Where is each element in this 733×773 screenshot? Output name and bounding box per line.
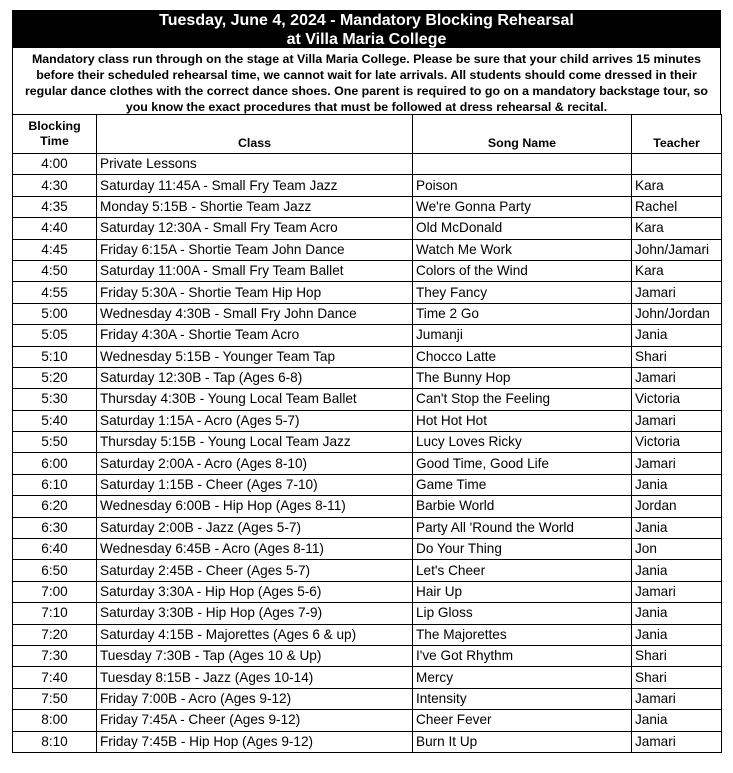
title-line-2: at Villa Maria College: [286, 31, 447, 48]
table-row: [13, 282, 722, 303]
blocking-time-cell: 4:50: [13, 260, 97, 281]
column-header-song-name: Song Name: [413, 115, 632, 154]
teacher-cell: Jordan: [632, 496, 722, 517]
song-name-cell: Hot Hot Hot: [413, 410, 632, 431]
song-name-cell: The Bunny Hop: [413, 367, 632, 388]
column-header-blocking-time: Blocking Time: [13, 115, 97, 154]
blocking-time-cell: 6:10: [13, 474, 97, 495]
class-cell: Friday 7:00B - Acro (Ages 9-12): [97, 688, 413, 709]
class-cell: Tuesday 7:30B - Tap (Ages 10 & Up): [97, 645, 413, 666]
blocking-time-cell: 5:05: [13, 325, 97, 346]
blocking-time-cell: 7:40: [13, 667, 97, 688]
blocking-time-cell: 7:20: [13, 624, 97, 645]
table-row: [13, 645, 722, 666]
column-header-class: Class: [97, 115, 413, 154]
teacher-cell: John/Jamari: [632, 239, 722, 260]
teacher-cell: Jania: [632, 603, 722, 624]
class-cell: Friday 5:30A - Shortie Team Hip Hop: [97, 282, 413, 303]
title-line-1: Tuesday, June 4, 2024 - Mandatory Blocking Rehearsal: [159, 12, 574, 29]
table-row: [13, 453, 722, 474]
table-row: [13, 432, 722, 453]
song-name-cell: Poison: [413, 175, 632, 196]
class-cell: Friday 4:30A - Shortie Team Acro: [97, 325, 413, 346]
table-row: [13, 731, 722, 752]
blocking-time-cell: 8:10: [13, 731, 97, 752]
table-row: [13, 710, 722, 731]
schedule-table: [12, 114, 722, 753]
schedule-sheet: [12, 10, 721, 753]
table-row: [13, 667, 722, 688]
class-cell: Wednesday 6:00B - Hip Hop (Ages 8-11): [97, 496, 413, 517]
blocking-time-cell: 5:40: [13, 410, 97, 431]
class-cell: Wednesday 4:30B - Small Fry John Dance: [97, 303, 413, 324]
table-row: [13, 539, 722, 560]
song-name-cell: Game Time: [413, 474, 632, 495]
blocking-time-cell: 4:40: [13, 218, 97, 239]
song-name-cell: They Fancy: [413, 282, 632, 303]
class-cell: Private Lessons: [97, 154, 413, 175]
teacher-cell: Jania: [632, 517, 722, 538]
teacher-cell: Jamari: [632, 367, 722, 388]
table-row: [13, 303, 722, 324]
blocking-time-cell: 8:00: [13, 710, 97, 731]
class-cell: Saturday 12:30B - Tap (Ages 6-8): [97, 367, 413, 388]
table-row: [13, 239, 722, 260]
class-cell: Friday 7:45B - Hip Hop (Ages 9-12): [97, 731, 413, 752]
teacher-cell: Shari: [632, 346, 722, 367]
song-name-cell: Do Your Thing: [413, 539, 632, 560]
table-row: [13, 496, 722, 517]
class-cell: Saturday 12:30A - Small Fry Team Acro: [97, 218, 413, 239]
teacher-cell: Victoria: [632, 432, 722, 453]
class-cell: Thursday 4:30B - Young Local Team Ballet: [97, 389, 413, 410]
class-cell: Friday 7:45A - Cheer (Ages 9-12): [97, 710, 413, 731]
blocking-time-cell: 4:45: [13, 239, 97, 260]
blocking-time-cell: 5:50: [13, 432, 97, 453]
class-cell: Wednesday 5:15B - Younger Team Tap: [97, 346, 413, 367]
blocking-time-cell: 5:30: [13, 389, 97, 410]
class-cell: Saturday 2:00B - Jazz (Ages 5-7): [97, 517, 413, 538]
teacher-cell: [632, 154, 722, 175]
blocking-time-cell: 4:30: [13, 175, 97, 196]
blocking-time-cell: 5:20: [13, 367, 97, 388]
song-name-cell: Jumanji: [413, 325, 632, 346]
table-row: [13, 560, 722, 581]
rehearsal-notice: Mandatory class run through on the stage at Villa Maria College. Please be sure that your child arrives 15 minutes before their scheduled rehearsal time, we cannot wait for late arrivals. All students should come dressed in their regular dance clothes with the correct dance shoes. One parent is required to go on a mandatory backstage tour, so you know the exact procedures that must be followed at dress rehearsal & recital.: [12, 48, 721, 114]
table-row: [13, 389, 722, 410]
class-cell: Saturday 4:15B - Majorettes (Ages 6 & up): [97, 624, 413, 645]
song-name-cell: Let's Cheer: [413, 560, 632, 581]
class-cell: Saturday 2:00A - Acro (Ages 8-10): [97, 453, 413, 474]
teacher-cell: Jania: [632, 624, 722, 645]
teacher-cell: Jon: [632, 539, 722, 560]
song-name-cell: Good Time, Good Life: [413, 453, 632, 474]
teacher-cell: Jania: [632, 474, 722, 495]
song-name-cell: Barbie World: [413, 496, 632, 517]
teacher-cell: Jania: [632, 710, 722, 731]
table-row: [13, 154, 722, 175]
song-name-cell: Party All 'Round the World: [413, 517, 632, 538]
table-row: [13, 474, 722, 495]
blocking-time-cell: 7:10: [13, 603, 97, 624]
teacher-cell: Jamari: [632, 688, 722, 709]
teacher-cell: Jamari: [632, 282, 722, 303]
song-name-cell: Burn It Up: [413, 731, 632, 752]
blocking-time-cell: 7:30: [13, 645, 97, 666]
class-cell: Saturday 2:45B - Cheer (Ages 5-7): [97, 560, 413, 581]
song-name-cell: Mercy: [413, 667, 632, 688]
song-name-cell: [413, 154, 632, 175]
blocking-time-cell: 6:20: [13, 496, 97, 517]
table-row: [13, 325, 722, 346]
schedule-rows: [13, 154, 722, 753]
blocking-time-cell: 6:50: [13, 560, 97, 581]
class-cell: Friday 6:15A - Shortie Team John Dance: [97, 239, 413, 260]
table-row: [13, 218, 722, 239]
class-cell: Saturday 11:00A - Small Fry Team Ballet: [97, 260, 413, 281]
teacher-cell: Kara: [632, 218, 722, 239]
blocking-time-cell: 6:00: [13, 453, 97, 474]
song-name-cell: Watch Me Work: [413, 239, 632, 260]
teacher-cell: Victoria: [632, 389, 722, 410]
table-row: [13, 346, 722, 367]
song-name-cell: I've Got Rhythm: [413, 645, 632, 666]
table-row: [13, 624, 722, 645]
blocking-time-cell: 4:35: [13, 196, 97, 217]
song-name-cell: Cheer Fever: [413, 710, 632, 731]
table-row: [13, 410, 722, 431]
teacher-cell: Jamari: [632, 731, 722, 752]
class-cell: Saturday 11:45A - Small Fry Team Jazz: [97, 175, 413, 196]
table-row: [13, 260, 722, 281]
title-banner: [12, 10, 721, 48]
class-cell: Saturday 1:15A - Acro (Ages 5-7): [97, 410, 413, 431]
song-name-cell: We're Gonna Party: [413, 196, 632, 217]
table-row: [13, 603, 722, 624]
class-cell: Thursday 5:15B - Young Local Team Jazz: [97, 432, 413, 453]
blocking-time-cell: 4:55: [13, 282, 97, 303]
song-name-cell: Lucy Loves Ricky: [413, 432, 632, 453]
blocking-time-cell: 5:00: [13, 303, 97, 324]
teacher-cell: Jania: [632, 560, 722, 581]
blocking-time-cell: 4:00: [13, 154, 97, 175]
class-cell: Saturday 3:30A - Hip Hop (Ages 5-6): [97, 581, 413, 602]
blocking-time-cell: 6:30: [13, 517, 97, 538]
header-row: [13, 115, 722, 154]
teacher-cell: Shari: [632, 667, 722, 688]
teacher-cell: Kara: [632, 260, 722, 281]
teacher-cell: John/Jordan: [632, 303, 722, 324]
table-row: [13, 517, 722, 538]
song-name-cell: Colors of the Wind: [413, 260, 632, 281]
song-name-cell: Time 2 Go: [413, 303, 632, 324]
table-row: [13, 581, 722, 602]
blocking-time-cell: 7:00: [13, 581, 97, 602]
song-name-cell: The Majorettes: [413, 624, 632, 645]
column-header-teacher: Teacher: [632, 115, 722, 154]
teacher-cell: Jamari: [632, 410, 722, 431]
class-cell: Tuesday 8:15B - Jazz (Ages 10-14): [97, 667, 413, 688]
table-row: [13, 688, 722, 709]
class-cell: Saturday 1:15B - Cheer (Ages 7-10): [97, 474, 413, 495]
blocking-time-cell: 6:40: [13, 539, 97, 560]
blocking-time-cell: 7:50: [13, 688, 97, 709]
teacher-cell: Jania: [632, 325, 722, 346]
class-cell: Monday 5:15B - Shortie Team Jazz: [97, 196, 413, 217]
table-row: [13, 367, 722, 388]
blocking-time-cell: 5:10: [13, 346, 97, 367]
song-name-cell: Hair Up: [413, 581, 632, 602]
table-row: [13, 175, 722, 196]
class-cell: Saturday 3:30B - Hip Hop (Ages 7-9): [97, 603, 413, 624]
teacher-cell: Rachel: [632, 196, 722, 217]
teacher-cell: Jamari: [632, 453, 722, 474]
teacher-cell: Shari: [632, 645, 722, 666]
song-name-cell: Can't Stop the Feeling: [413, 389, 632, 410]
class-cell: Wednesday 6:45B - Acro (Ages 8-11): [97, 539, 413, 560]
teacher-cell: Jamari: [632, 581, 722, 602]
song-name-cell: Chocco Latte: [413, 346, 632, 367]
song-name-cell: Lip Gloss: [413, 603, 632, 624]
teacher-cell: Kara: [632, 175, 722, 196]
song-name-cell: Old McDonald: [413, 218, 632, 239]
song-name-cell: Intensity: [413, 688, 632, 709]
table-row: [13, 196, 722, 217]
